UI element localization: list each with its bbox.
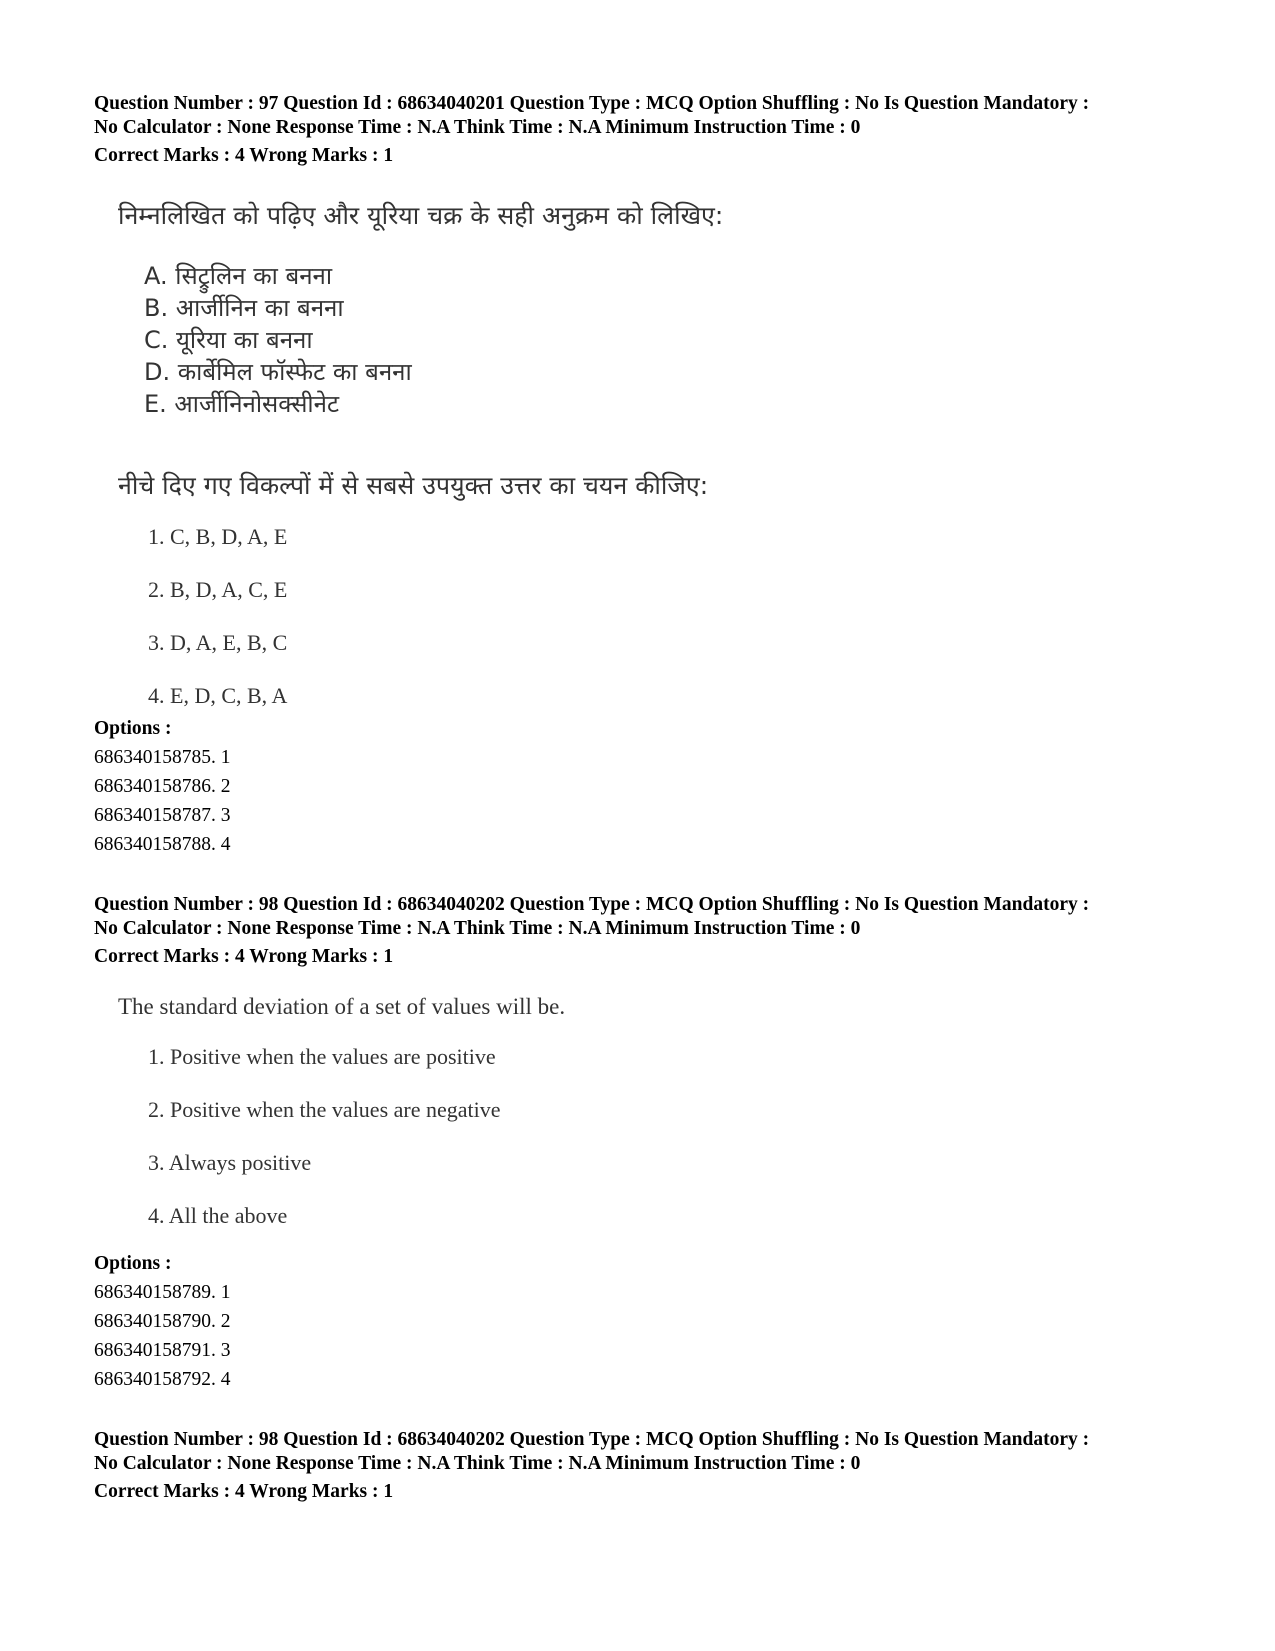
- question-meta-line-1: Question Number : 98 Question Id : 68634040202 Question Type : MCQ Option Shuffling : No Is Question Mandatory :: [94, 894, 1090, 915]
- question-prompt: नीचे दिए गए विकल्पों में से सबसे उपयुक्त उत्तर का चयन कीजिए:: [118, 471, 709, 500]
- answer-choice: 4. E, D, C, B, A: [148, 683, 288, 708]
- question-97-body: [94, 198, 794, 709]
- question-stem: निम्नलिखित को पढ़िए और यूरिया चक्र के सही अनुक्रम को लिखिए:: [118, 201, 724, 230]
- question-stem: The standard deviation of a set of values will be.: [118, 994, 566, 1019]
- statement-item: B. आर्जीनिन का बनना: [144, 294, 344, 322]
- option-item: 686340158785. 1: [94, 747, 231, 768]
- option-item: 686340158791. 3: [94, 1340, 231, 1361]
- question-marks: Correct Marks : 4 Wrong Marks : 1: [94, 1481, 394, 1502]
- answer-choice: 1. C, B, D, A, E: [148, 524, 288, 549]
- options-label: Options :: [94, 1253, 172, 1274]
- statement-item: C. यूरिया का बनना: [144, 326, 313, 354]
- option-item: 686340158789. 1: [94, 1282, 231, 1303]
- statement-item: A. सिट्रुलिन का बनना: [144, 262, 333, 290]
- question-98-body: [94, 994, 794, 1229]
- question-98-repeat-header: [94, 1428, 1214, 1504]
- option-item: 686340158792. 4: [94, 1369, 231, 1390]
- answer-choice: 3. Always positive: [148, 1150, 312, 1175]
- question-98-header: [94, 893, 1214, 969]
- statement-item: D. कार्बेमिल फॉस्फेट का बनना: [144, 358, 412, 386]
- answer-choice: 2. B, D, A, C, E: [148, 577, 288, 602]
- answer-choice: 3. D, A, E, B, C: [148, 630, 288, 655]
- question-97-header: [94, 92, 1214, 168]
- answer-choice: 2. Positive when the values are negative: [148, 1097, 501, 1122]
- statement-item: E. आर्जीनिनोसक्सीनेट: [144, 390, 340, 418]
- question-meta-line-2: No Calculator : None Response Time : N.A Think Time : N.A Minimum Instruction Time : 0: [94, 918, 861, 939]
- answer-choice: 1. Positive when the values are positive: [148, 1044, 496, 1069]
- options-list: [94, 743, 231, 859]
- question-meta-line-2: No Calculator : None Response Time : N.A Think Time : N.A Minimum Instruction Time : 0: [94, 117, 861, 138]
- answer-choice: 4. All the above: [148, 1203, 288, 1228]
- question-meta-line-1: Question Number : 97 Question Id : 68634040201 Question Type : MCQ Option Shuffling : No Is Question Mandatory :: [94, 93, 1090, 114]
- question-meta-line-1: Question Number : 98 Question Id : 68634040202 Question Type : MCQ Option Shuffling : No Is Question Mandatory :: [94, 1429, 1090, 1450]
- question-meta-line-2: No Calculator : None Response Time : N.A Think Time : N.A Minimum Instruction Time : 0: [94, 1453, 861, 1474]
- question-marks: Correct Marks : 4 Wrong Marks : 1: [94, 145, 394, 166]
- option-item: 686340158786. 2: [94, 776, 231, 797]
- option-item: 686340158788. 4: [94, 834, 231, 855]
- options-label: Options :: [94, 718, 172, 739]
- options-list: [94, 1278, 231, 1394]
- option-item: 686340158790. 2: [94, 1311, 231, 1332]
- question-marks: Correct Marks : 4 Wrong Marks : 1: [94, 946, 394, 967]
- option-item: 686340158787. 3: [94, 805, 231, 826]
